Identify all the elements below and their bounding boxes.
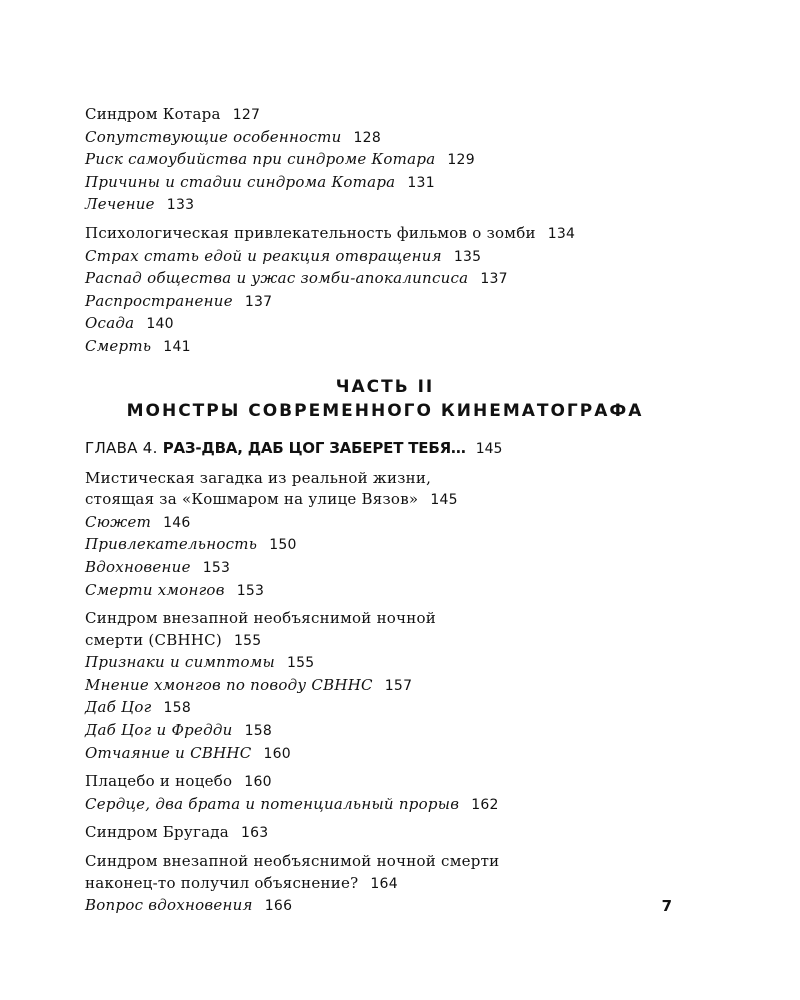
toc-subsection-entry[interactable]	[85, 149, 685, 172]
toc-bottom-section	[85, 468, 685, 918]
toc-subsection-entry[interactable]	[85, 291, 685, 314]
toc-subsection-entry[interactable]	[85, 580, 685, 603]
toc-entry-title: Распад общества и ужас зомби-апокалипсиса	[85, 269, 469, 288]
toc-entry-title: Мистическая загадка из реальной жизни,	[85, 468, 432, 487]
toc-section-entry[interactable]	[85, 608, 685, 630]
toc-subsection-entry[interactable]	[85, 557, 685, 580]
toc-entry-page: 137	[480, 271, 508, 288]
toc-entry-page: 129	[447, 152, 475, 169]
toc-section-entry[interactable]	[85, 223, 685, 246]
toc-section-entry[interactable]	[85, 468, 685, 490]
toc-subsection-entry[interactable]	[85, 268, 685, 291]
toc-entry-page: 146	[163, 514, 191, 531]
toc-subsection-entry[interactable]	[85, 720, 685, 743]
toc-section-entry[interactable]	[85, 630, 685, 653]
toc-entry-page: 157	[384, 677, 413, 694]
toc-entry-title: Плацебо и ноцебо	[85, 772, 233, 791]
toc-subsection-entry[interactable]	[85, 697, 685, 720]
toc-entry-title: Сердце, два брата и потенциальный прорыв	[85, 794, 460, 813]
toc-entry-page: 140	[146, 316, 174, 333]
toc-entry-page: 131	[407, 174, 435, 191]
toc-subsection-entry[interactable]	[85, 336, 685, 359]
toc-subsection-entry[interactable]	[85, 534, 685, 557]
toc-entry-title: Синдром внезапной необъяснимой ночной	[85, 609, 437, 628]
toc-subsection-entry[interactable]	[85, 194, 685, 217]
toc-entry-title: смерти (СВННС)	[85, 630, 222, 649]
toc-entry-title: Привлекательность	[85, 535, 258, 554]
toc-subsection-entry[interactable]	[85, 127, 685, 150]
toc-entry-title: Психологическая привлекательность фильмов о зомби	[85, 223, 536, 242]
toc-entry-title: Синдром Котара	[85, 105, 221, 123]
toc-entry-title: Вдохновение	[85, 557, 191, 576]
toc-entry-page: 133	[166, 197, 195, 214]
toc-entry-page: 150	[269, 537, 297, 554]
toc-subsection-entry[interactable]	[85, 652, 685, 675]
toc-group	[85, 771, 685, 816]
toc-entry-title: стоящая за «Кошмаром на улице Вязов»	[85, 490, 419, 509]
toc-entry-title: Сопутствующие особенности	[85, 127, 342, 146]
toc-entry-title: Лечение	[85, 195, 155, 214]
toc-group	[85, 104, 685, 217]
toc-entry-page: 128	[353, 129, 381, 146]
toc-subsection-entry[interactable]	[85, 172, 685, 195]
toc-entry-page: 137	[244, 293, 273, 310]
chapter-label: ГЛАВА 4.	[85, 438, 158, 457]
toc-entry-title: Смерти хмонгов	[85, 580, 225, 599]
part-number: ЧАСТЬ II	[335, 376, 435, 397]
toc-entry-title: Смерть	[85, 336, 152, 355]
toc-entry-title: Отчаяние и СВННС	[85, 743, 252, 762]
toc-section-entry[interactable]	[85, 851, 685, 873]
toc-section-entry[interactable]	[85, 104, 685, 127]
page-number: 7	[661, 897, 672, 915]
toc-entry-page: 160	[244, 774, 272, 791]
toc-section-entry[interactable]	[85, 771, 685, 794]
toc-entry-page: 155	[286, 655, 315, 672]
toc-subsection-entry[interactable]	[85, 675, 685, 698]
toc-entry-title: Признаки и симптомы	[85, 653, 275, 672]
toc-top-section	[85, 104, 685, 359]
part-title: МОНСТРЫ СОВРЕМЕННОГО КИНЕМАТОГРАФА	[126, 400, 644, 421]
toc-entry-page: 158	[163, 700, 191, 717]
toc-entry-title: Даб Цог	[85, 698, 152, 717]
toc-entry-title: Вопрос вдохновения	[85, 896, 253, 915]
toc-entry-title: Распространение	[85, 291, 233, 310]
toc-entry-page: 134	[547, 225, 576, 242]
toc-subsection-entry[interactable]	[85, 743, 685, 766]
toc-entry-title: Мнение хмонгов по поводу СВННС	[85, 675, 373, 694]
toc-group	[85, 468, 685, 603]
toc-entry-title: Сюжет	[85, 512, 152, 531]
toc-group	[85, 223, 685, 359]
toc-entry-page: 160	[263, 745, 291, 762]
toc-subsection-entry[interactable]	[85, 512, 685, 535]
toc-entry-page: 158	[244, 723, 273, 740]
toc-entry-page: 162	[471, 796, 499, 813]
toc-group	[85, 608, 685, 765]
chapter-title: РАЗ-ДВА, ДАБ ЦОГ ЗАБЕРЕТ ТЕБЯ…	[162, 438, 466, 457]
toc-entry-page: 164	[370, 875, 398, 892]
chapter-entry[interactable]	[85, 437, 685, 460]
toc-subsection-entry[interactable]	[85, 246, 685, 269]
toc-entry-page: 135	[453, 248, 482, 265]
toc-section-entry[interactable]	[85, 873, 685, 896]
toc-entry-page: 163	[240, 825, 269, 842]
toc-subsection-entry[interactable]	[85, 313, 685, 336]
toc-entry-title: Синдром внезапной необъяснимой ночной смерти	[85, 852, 500, 871]
toc-entry-title: Даб Цог и Фредди	[85, 721, 233, 740]
toc-group	[85, 822, 685, 845]
toc-entry-page: 145	[430, 492, 458, 509]
toc-entry-page: 141	[163, 338, 191, 355]
toc-section-entry[interactable]	[85, 489, 685, 512]
toc-subsection-entry[interactable]	[85, 895, 685, 918]
toc-entry-title: Страх стать едой и реакция отвращения	[85, 246, 442, 265]
toc-entry-page: 155	[233, 632, 262, 649]
toc-section-entry[interactable]	[85, 822, 685, 845]
toc-entry-page: 153	[202, 559, 231, 576]
toc-group	[85, 851, 685, 918]
chapter-page: 145	[475, 440, 503, 457]
toc-entry-title: Причины и стадии синдрома Котара	[85, 172, 396, 191]
toc-entry-title: Риск самоубийства при синдроме Котара	[85, 150, 436, 169]
toc-entry-title: Синдром Бругада	[85, 823, 229, 842]
part-heading	[85, 375, 685, 423]
toc-entry-title: наконец-то получил объяснение?	[85, 873, 359, 892]
toc-entry-page: 127	[232, 107, 261, 123]
toc-entry-page: 153	[236, 582, 265, 599]
toc-page	[85, 104, 685, 924]
toc-entry-page: 166	[264, 898, 293, 915]
toc-entry-title: Осада	[85, 314, 135, 333]
toc-subsection-entry[interactable]	[85, 794, 685, 817]
